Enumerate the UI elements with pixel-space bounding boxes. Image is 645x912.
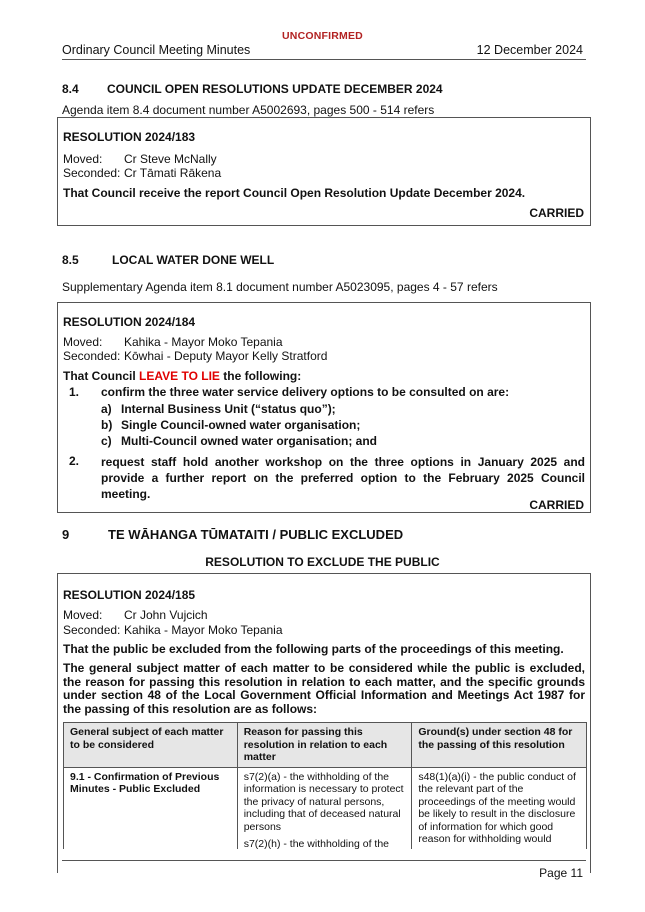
exclusion-table (63, 722, 587, 849)
section-title: TE WĀHANGA TŪMATAITI / PUBLIC EXCLUDED (108, 527, 404, 542)
page-number: Page 11 (539, 866, 583, 880)
intro-post: the following: (223, 369, 302, 383)
sub-c-text: Multi-Council owned water organisation; and (121, 434, 378, 448)
seconded-row (63, 349, 328, 363)
meeting-title: Ordinary Council Meeting Minutes (62, 43, 251, 57)
seconded-label: Seconded: (63, 166, 121, 180)
section-9-heading (62, 527, 404, 542)
row-ground: s48(1)(a)(i) - the public conduct of the relevant part of the proceedings of the meeting would be likely to result in the disclosure of information for which good reason for withholding would (412, 767, 587, 849)
seconded-row (63, 623, 283, 637)
moved-by: Cr John Vujcich (124, 608, 208, 622)
section-number: 8.5 (62, 253, 79, 267)
seconded-by: Cr Tāmati Rākena (124, 166, 222, 180)
moved-by: Kahika - Mayor Moko Tepania (124, 335, 283, 349)
item-1-text: confirm the three water service delivery options to be consulted on are: (101, 385, 510, 399)
moved-label: Moved: (63, 608, 103, 622)
item-2-number: 2. (69, 454, 80, 468)
section-8-4-heading (62, 82, 443, 96)
section-number: 9 (62, 527, 70, 542)
sub-a-text: Internal Business Unit (“status quo”); (121, 402, 336, 416)
section-8-5-heading (62, 253, 275, 267)
item-2-text: request staff hold another workshop on the three options in January 2025 and provide a further report on the preferred option to the February 2025 Council meeting. (101, 455, 585, 501)
meeting-date: 12 December 2024 (476, 43, 583, 57)
section-title: COUNCIL OPEN RESOLUTIONS UPDATE DECEMBER 2024 (107, 82, 443, 96)
seconded-by: Kōwhai - Deputy Mayor Kelly Stratford (124, 349, 328, 363)
row-reason (237, 767, 412, 849)
moved-row (63, 608, 208, 622)
moved-by: Cr Steve McNally (124, 152, 217, 166)
seconded-label: Seconded: (63, 349, 121, 363)
resolution-box-185 (57, 573, 591, 873)
leave-to-lie-label: LEAVE TO LIE (139, 369, 220, 383)
moved-label: Moved: (63, 152, 103, 166)
resolution-number: RESOLUTION 2024/184 (63, 315, 196, 329)
unconfirmed-label: UNCONFIRMED (282, 30, 363, 42)
header-reason: Reason for passing this resolution in relation to each matter (237, 723, 412, 768)
header-ground: Ground(s) under section 48 for the passing of this resolution (412, 723, 587, 768)
table-header-row (64, 723, 587, 768)
exclusion-paragraph: That the public be excluded from the following parts of the proceedings of this meeting. (63, 642, 564, 656)
footer-divider (62, 860, 586, 861)
table-row (64, 767, 587, 849)
sub-c-number: c) (101, 434, 112, 448)
resolution-number: RESOLUTION 2024/183 (63, 130, 196, 144)
resolution-box-184 (57, 302, 591, 513)
header-divider (62, 59, 586, 60)
section-title: LOCAL WATER DONE WELL (112, 253, 275, 267)
section-9-subtitle: RESOLUTION TO EXCLUDE THE PUBLIC (205, 555, 440, 569)
moved-row (63, 335, 283, 349)
seconded-by: Kahika - Mayor Moko Tepania (124, 623, 283, 637)
carried-label: CARRIED (529, 498, 584, 512)
sub-a-number: a) (101, 402, 112, 416)
row-subject: 9.1 - Confirmation of Previous Minutes - Public Excluded (64, 767, 238, 849)
seconded-label: Seconded: (63, 623, 121, 637)
sub-b-text: Single Council-owned water organisation; (121, 418, 361, 432)
moved-row (63, 152, 217, 166)
sub-b-number: b) (101, 418, 113, 432)
exclusion-table-wrapper (63, 722, 587, 849)
item-1-number: 1. (69, 385, 80, 399)
section-8-4-refs: Agenda item 8.4 document number A5002693, pages 500 - 514 refers (62, 103, 435, 117)
moved-label: Moved: (63, 335, 103, 349)
carried-label: CARRIED (529, 206, 584, 220)
intro-pre: That Council (63, 369, 136, 383)
reason-b: s7(2)(h) - the withholding of the (243, 838, 390, 849)
section-8-5-refs: Supplementary Agenda item 8.1 document number A5023095, pages 4 - 57 refers (62, 280, 498, 294)
resolution-text: That Council receive the report Council Open Resolution Update December 2024. (63, 186, 526, 200)
reason-a: s7(2)(a) - the withholding of the information is necessary to protect the privacy of natural persons, including that of deceased natural persons (243, 770, 404, 833)
section-number: 8.4 (62, 82, 79, 96)
grounds-paragraph: The general subject matter of each matter to be considered while the public is excluded, the reason for passing this resolution in relation to each matter, and the specific grounds under section 48 of the Local Government Official Information and Meetings Act 1987 for the passing of this resolution are as follows: (63, 661, 585, 716)
seconded-row (63, 166, 222, 180)
header-subject: General subject of each matter to be considered (64, 723, 238, 768)
resolution-number: RESOLUTION 2024/185 (63, 588, 196, 602)
resolution-box-183 (57, 117, 591, 226)
resolution-intro (63, 369, 301, 383)
